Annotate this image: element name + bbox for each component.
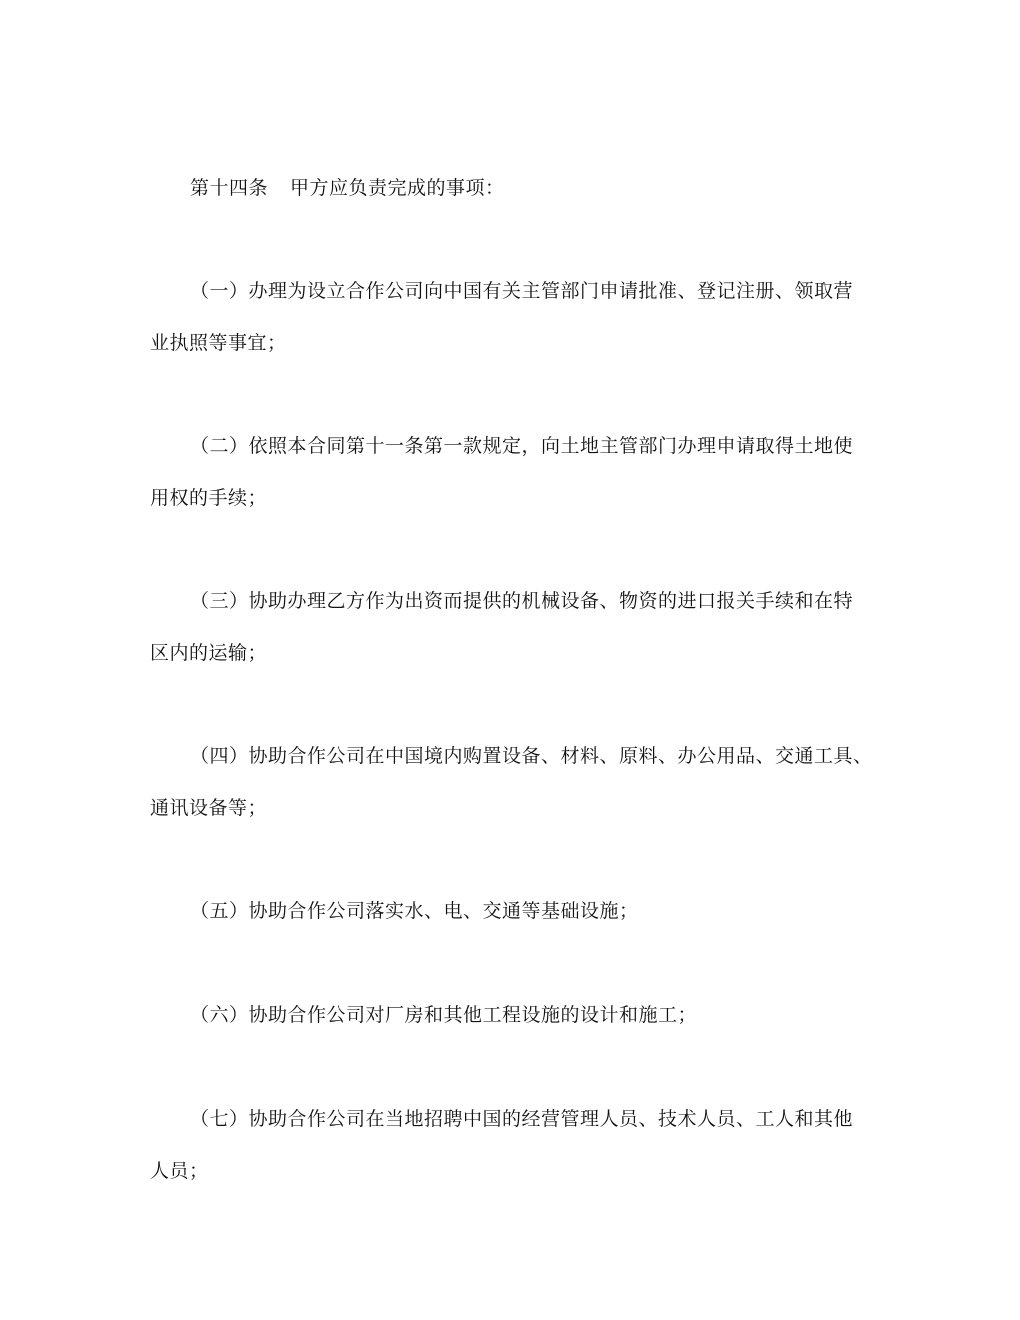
clause-1-line-1: （一）办理为设立合作公司向中国有关主管部门申请批准、登记注册、领取营: [190, 280, 854, 302]
clause-6-line-1: （六）协助合作公司对厂房和其他工程设施的设计和施工；: [190, 1004, 698, 1026]
clause-4-line-1: （四）协助合作公司在中国境内购置设备、材料、原料、办公用品、交通工具、: [190, 745, 873, 767]
clause-1-line-2: 业执照等事宜；: [150, 332, 287, 354]
article-number: 第十四条: [190, 177, 269, 199]
clause-3-line-2: 区内的运输；: [150, 642, 268, 664]
clause-2-line-2: 用权的手续；: [150, 487, 268, 509]
clause-7-line-2: 人员；: [150, 1160, 209, 1182]
clause-4-line-2: 通讯设备等；: [150, 797, 268, 819]
clause-7-line-1: （七）协助合作公司在当地招聘中国的经营管理人员、技术人员、工人和其他: [190, 1108, 854, 1130]
article-title-text: 甲方应负责完成的事项：: [290, 177, 505, 199]
article-heading: [190, 176, 505, 200]
clause-3-line-1: （三）协助办理乙方作为出资而提供的机械设备、物资的进口报关手续和在特: [190, 590, 854, 612]
clause-2-line-1: （二）依照本合同第十一条第一款规定，向土地主管部门办理申请取得土地使: [190, 435, 854, 457]
clause-5-line-1: （五）协助合作公司落实水、电、交通等基础设施；: [190, 900, 639, 922]
